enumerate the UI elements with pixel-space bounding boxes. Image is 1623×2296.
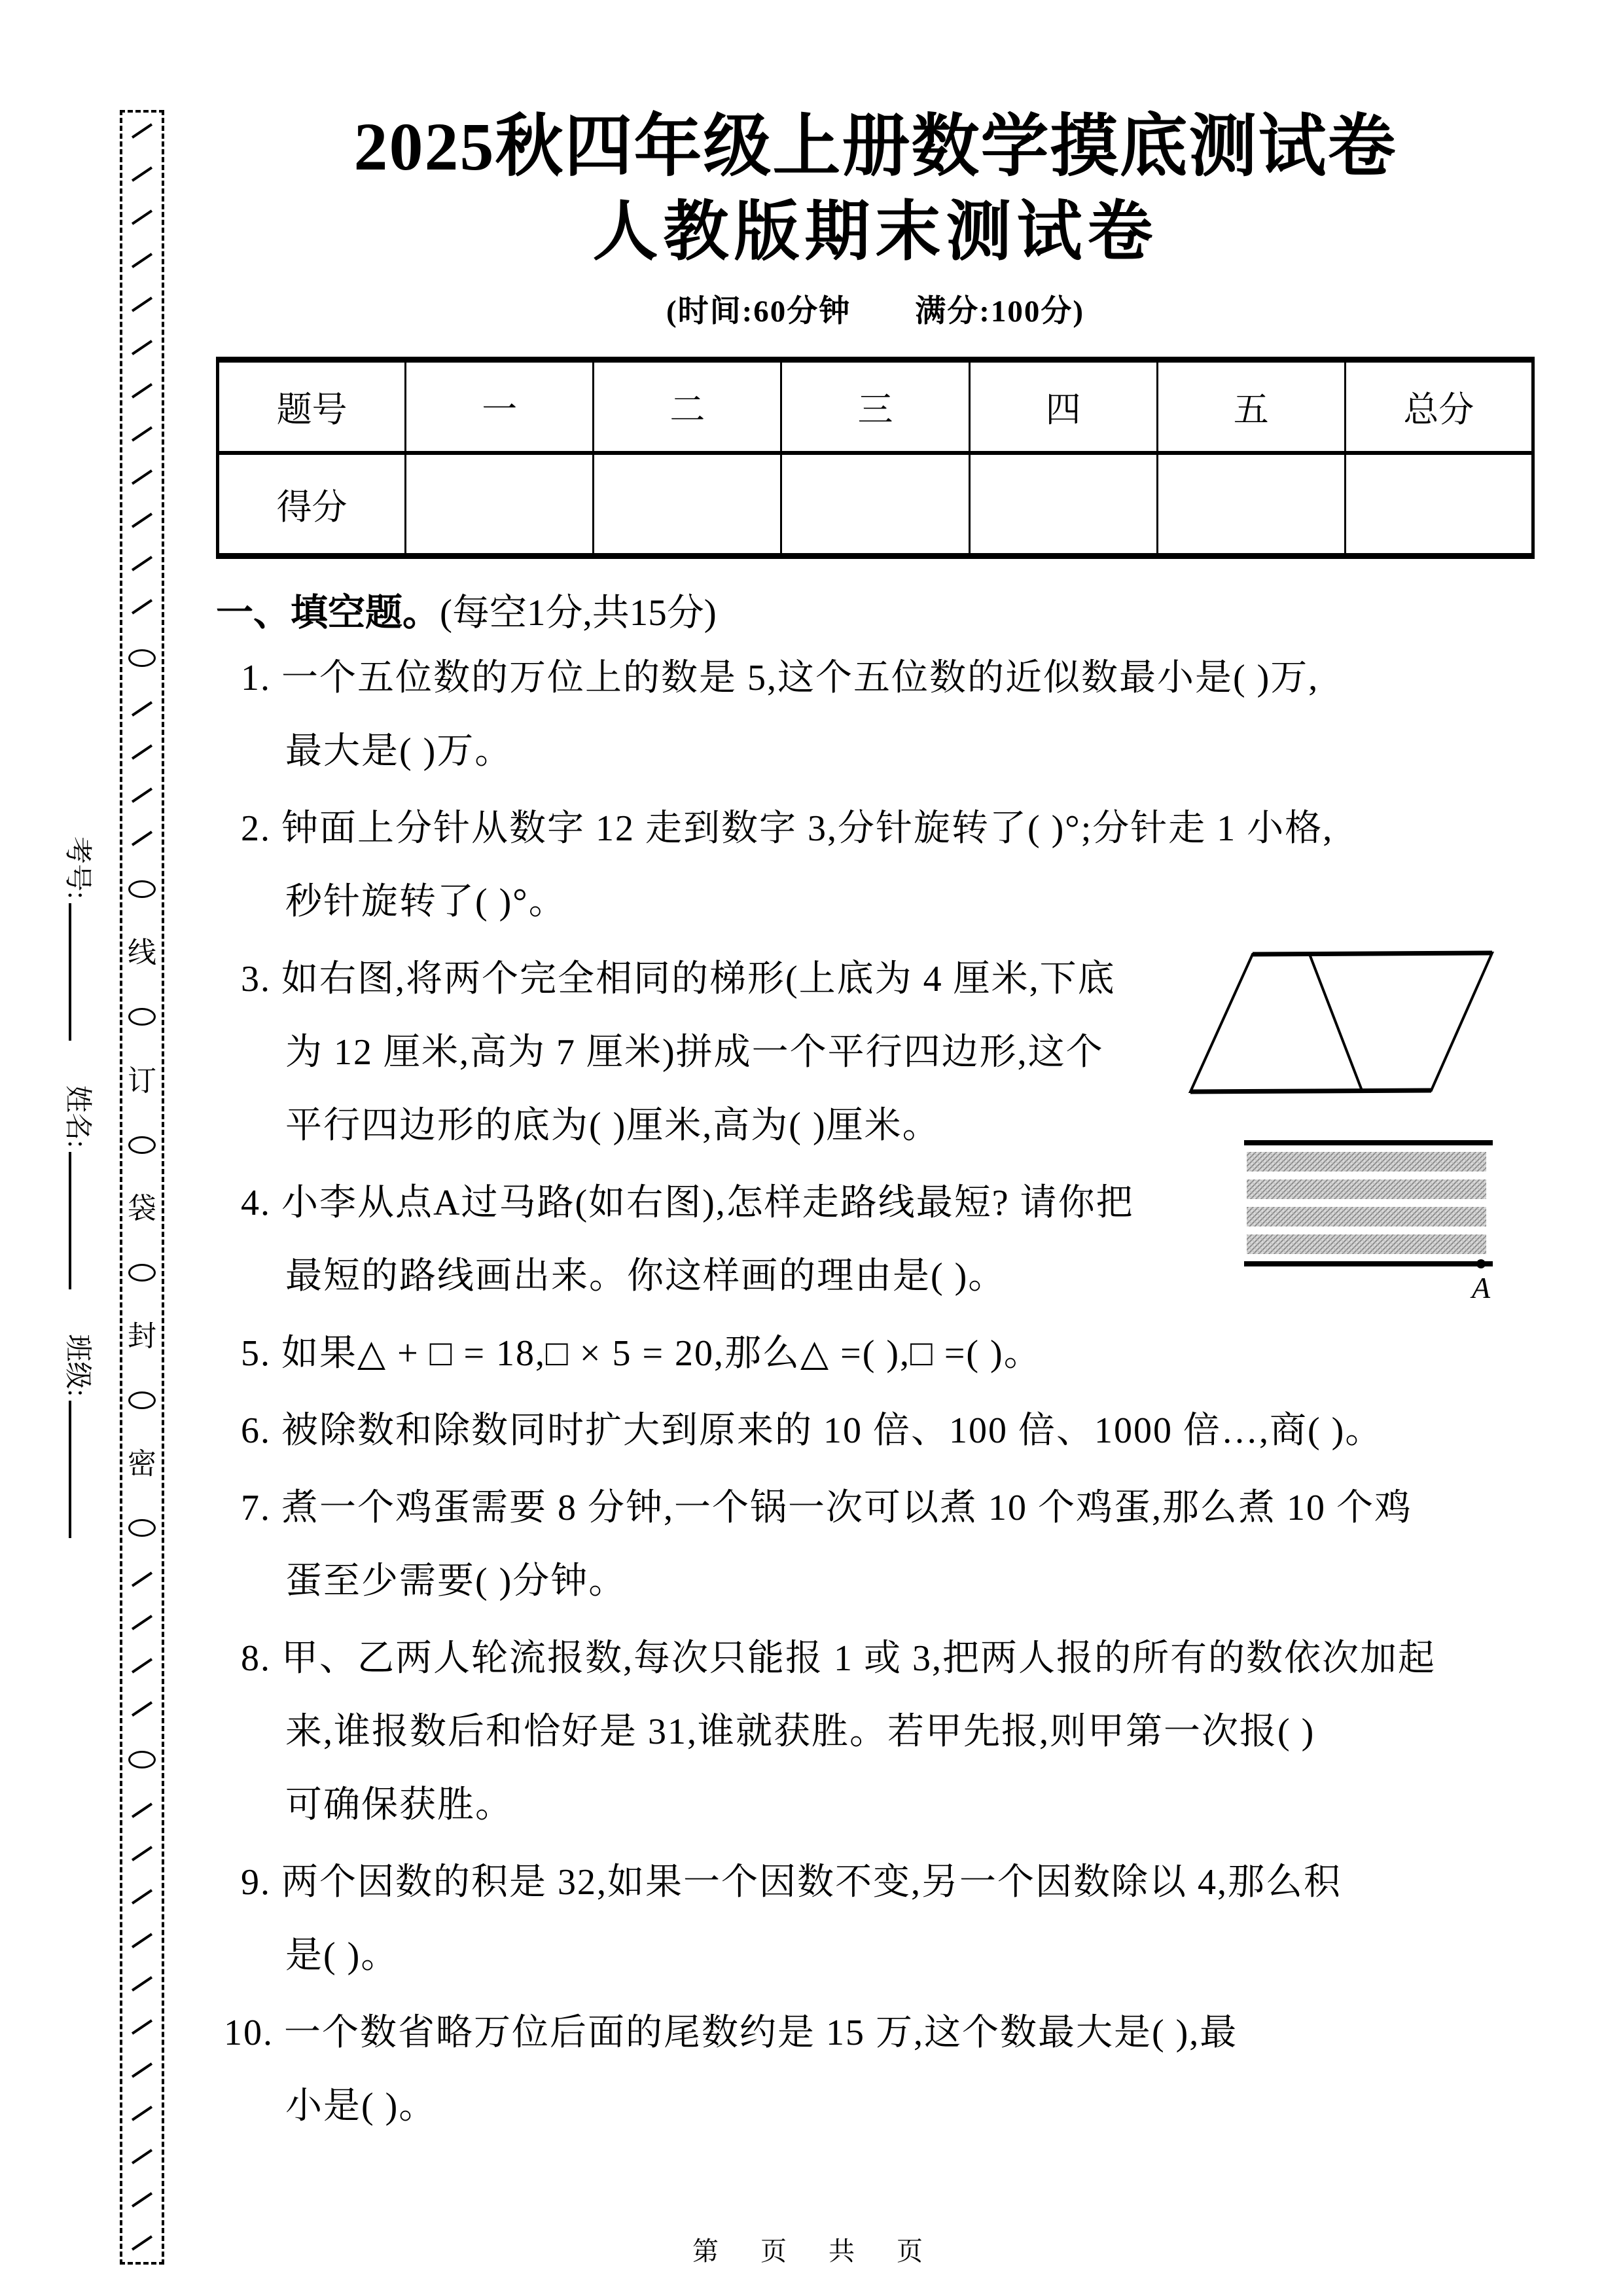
seal-slash-mark [132, 2106, 152, 2121]
student-info-labels [60, 836, 99, 1753]
seal-slash-mark [132, 1976, 152, 1991]
name-blank [69, 1152, 77, 1289]
seal-ring-mark [128, 649, 156, 667]
question-2 [216, 792, 1535, 939]
seal-character: 密 [128, 1448, 156, 1480]
score-header-cell: 一 [406, 360, 594, 453]
seal-slash-mark [132, 2062, 152, 2077]
question-5 [216, 1317, 1535, 1390]
seal-slash-mark [132, 426, 152, 441]
question-1 [216, 641, 1535, 788]
seal-character: 线 [128, 937, 156, 969]
question-line: 是( )。 [285, 1935, 399, 1977]
score-header-cell: 题号 [218, 360, 406, 453]
road-crossing-figure [1239, 1138, 1501, 1304]
question-line: 秒针旋转了( )°。 [285, 882, 567, 923]
point-a-dot [1476, 1259, 1486, 1268]
score-header-cell: 总分 [1345, 360, 1533, 453]
seal-slash-mark [132, 1571, 152, 1587]
seal-slash-mark [132, 1846, 152, 1861]
question-line: 2. 钟面上分针从数字 12 走到数字 3,分针旋转了( )°;分针走 1 小格, [241, 808, 1334, 850]
score-cell [406, 453, 594, 556]
seal-slash-mark [132, 2149, 152, 2164]
seal-slash-mark [132, 253, 152, 268]
seal-character: 封 [128, 1320, 156, 1352]
parallelogram-figure [1188, 944, 1499, 1101]
score-header-cell: 四 [969, 360, 1157, 453]
question-line: 8. 甲、乙两人轮流报数,每次只能报 1 或 3,把两人报的所有的数依次加起 [241, 1638, 1436, 1679]
score-header-cell: 三 [781, 360, 969, 453]
class-blank [69, 1401, 77, 1538]
seal-slash-mark [132, 340, 152, 355]
question-line: 小是( )。 [285, 2086, 437, 2127]
score-header-cell: 二 [594, 360, 781, 453]
score-cell [781, 453, 969, 556]
question-line: 7. 煮一个鸡蛋需要 8 分钟,一个锅一次可以煮 10 个鸡蛋,那么煮 10 个鸡 [241, 1488, 1412, 1529]
seal-slash-mark [132, 469, 152, 484]
seal-slash-mark [132, 1701, 152, 1716]
question-6 [216, 1394, 1535, 1467]
seal-slash-mark [132, 744, 152, 759]
seal-slash-mark [132, 123, 152, 138]
seal-slash-mark [132, 701, 152, 716]
seal-character: 袋 [128, 1192, 156, 1225]
seal-slash-mark [132, 296, 152, 312]
question-9 [216, 1846, 1535, 1992]
seal-ring-mark [128, 1391, 156, 1409]
question-line: 最短的路线画出来。你这样画的理由是( )。 [285, 1256, 1007, 1297]
seal-ring-mark [128, 1136, 156, 1154]
seal-ring-mark [128, 1008, 156, 1026]
seal-line-strip [120, 110, 164, 2265]
score-cell [594, 453, 781, 556]
question-line: 平行四边形的底为( )厘米,高为( )厘米。 [285, 1105, 940, 1147]
name-label: 姓名: [62, 1085, 92, 1148]
question-10 [216, 1996, 1535, 2143]
exam-number-label: 考号: [62, 836, 92, 899]
seal-slash-mark [132, 1658, 152, 1673]
seal-slash-mark [132, 556, 152, 571]
seal-slash-mark [132, 2019, 152, 2034]
seal-slash-mark [132, 831, 152, 846]
section-points-note: (每空1分,共15分) [440, 592, 717, 634]
seal-ring-mark [128, 1264, 156, 1282]
section-heading [216, 583, 1535, 636]
exam-number-blank [69, 903, 77, 1041]
seal-slash-mark [132, 600, 152, 615]
question-line: 3. 如右图,将两个完全相同的梯形(上底为 4 厘米,下底 [241, 959, 1116, 1000]
seal-slash-mark [132, 383, 152, 398]
question-line: 1. 一个五位数的万位上的数是 5,这个五位数的近似数最小是( )万, [241, 658, 1319, 699]
question-8 [216, 1622, 1535, 1842]
question-line: 5. 如果△ + □ = 18,□ × 5 = 20,那么△ =( ),□ =( )。 [241, 1333, 1042, 1374]
seal-slash-mark [132, 1933, 152, 1948]
seal-slash-mark [132, 1890, 152, 1905]
seal-slash-mark [132, 210, 152, 225]
question-7 [216, 1471, 1535, 1618]
question-line: 最大是( )万。 [285, 731, 513, 772]
score-table-score-row [218, 453, 1533, 556]
class-label: 班级: [62, 1334, 92, 1397]
score-header-cell: 五 [1157, 360, 1345, 453]
question-line: 9. 两个因数的积是 32,如果一个因数不变,另一个因数除以 4,那么积 [241, 1862, 1342, 1903]
time-and-score-note: (时间:60分钟 满分:100分) [666, 295, 1085, 329]
seal-slash-mark [132, 1803, 152, 1818]
seal-slash-mark [132, 1615, 152, 1630]
score-cell [1345, 453, 1533, 556]
seal-ring-mark [128, 880, 156, 898]
question-line: 10. 一个数省略万位后面的尾数约是 15 万,这个数最大是( ),最 [224, 2013, 1238, 2054]
seal-character: 订 [128, 1064, 156, 1097]
score-table-header-row [218, 360, 1533, 453]
question-line: 来,谁报数后和恰好是 31,谁就获胜。若甲先报,则甲第一次报( ) [285, 1712, 1315, 1753]
score-cell [1157, 453, 1345, 556]
seal-slash-mark [132, 2193, 152, 2208]
seal-ring-mark [128, 1751, 156, 1768]
score-cell [969, 453, 1157, 556]
section-title: 一、填空题。 [216, 592, 440, 634]
question-line: 可确保获胜。 [285, 1785, 513, 1826]
question-line: 蛋至少需要( )分钟。 [285, 1561, 627, 1602]
seal-slash-mark [132, 512, 152, 528]
page-number-footer: 第 页 共 页 [692, 2236, 931, 2266]
seal-slash-mark [132, 166, 152, 181]
score-table [216, 357, 1535, 559]
seal-ring-mark [128, 1519, 156, 1537]
point-a-label: A [1472, 1271, 1491, 1304]
question-line: 为 12 厘米,高为 7 厘米)拼成一个平行四边形,这个 [285, 1032, 1104, 1073]
questions-list [216, 641, 1535, 2143]
question-line: 6. 被除数和除数同时扩大到原来的 10 倍、100 倍、1000 倍…,商( )。 [241, 1410, 1383, 1452]
seal-slash-mark [132, 787, 152, 802]
page-title: 2025秋四年级上册数学摸底测试卷 [353, 109, 1397, 185]
score-row-label: 得分 [218, 453, 406, 556]
question-line: 4. 小李从点A过马路(如右图),怎样走路线最短? 请你把 [241, 1183, 1134, 1224]
page-subtitle-title: 人教版期末测试卷 [592, 196, 1158, 269]
